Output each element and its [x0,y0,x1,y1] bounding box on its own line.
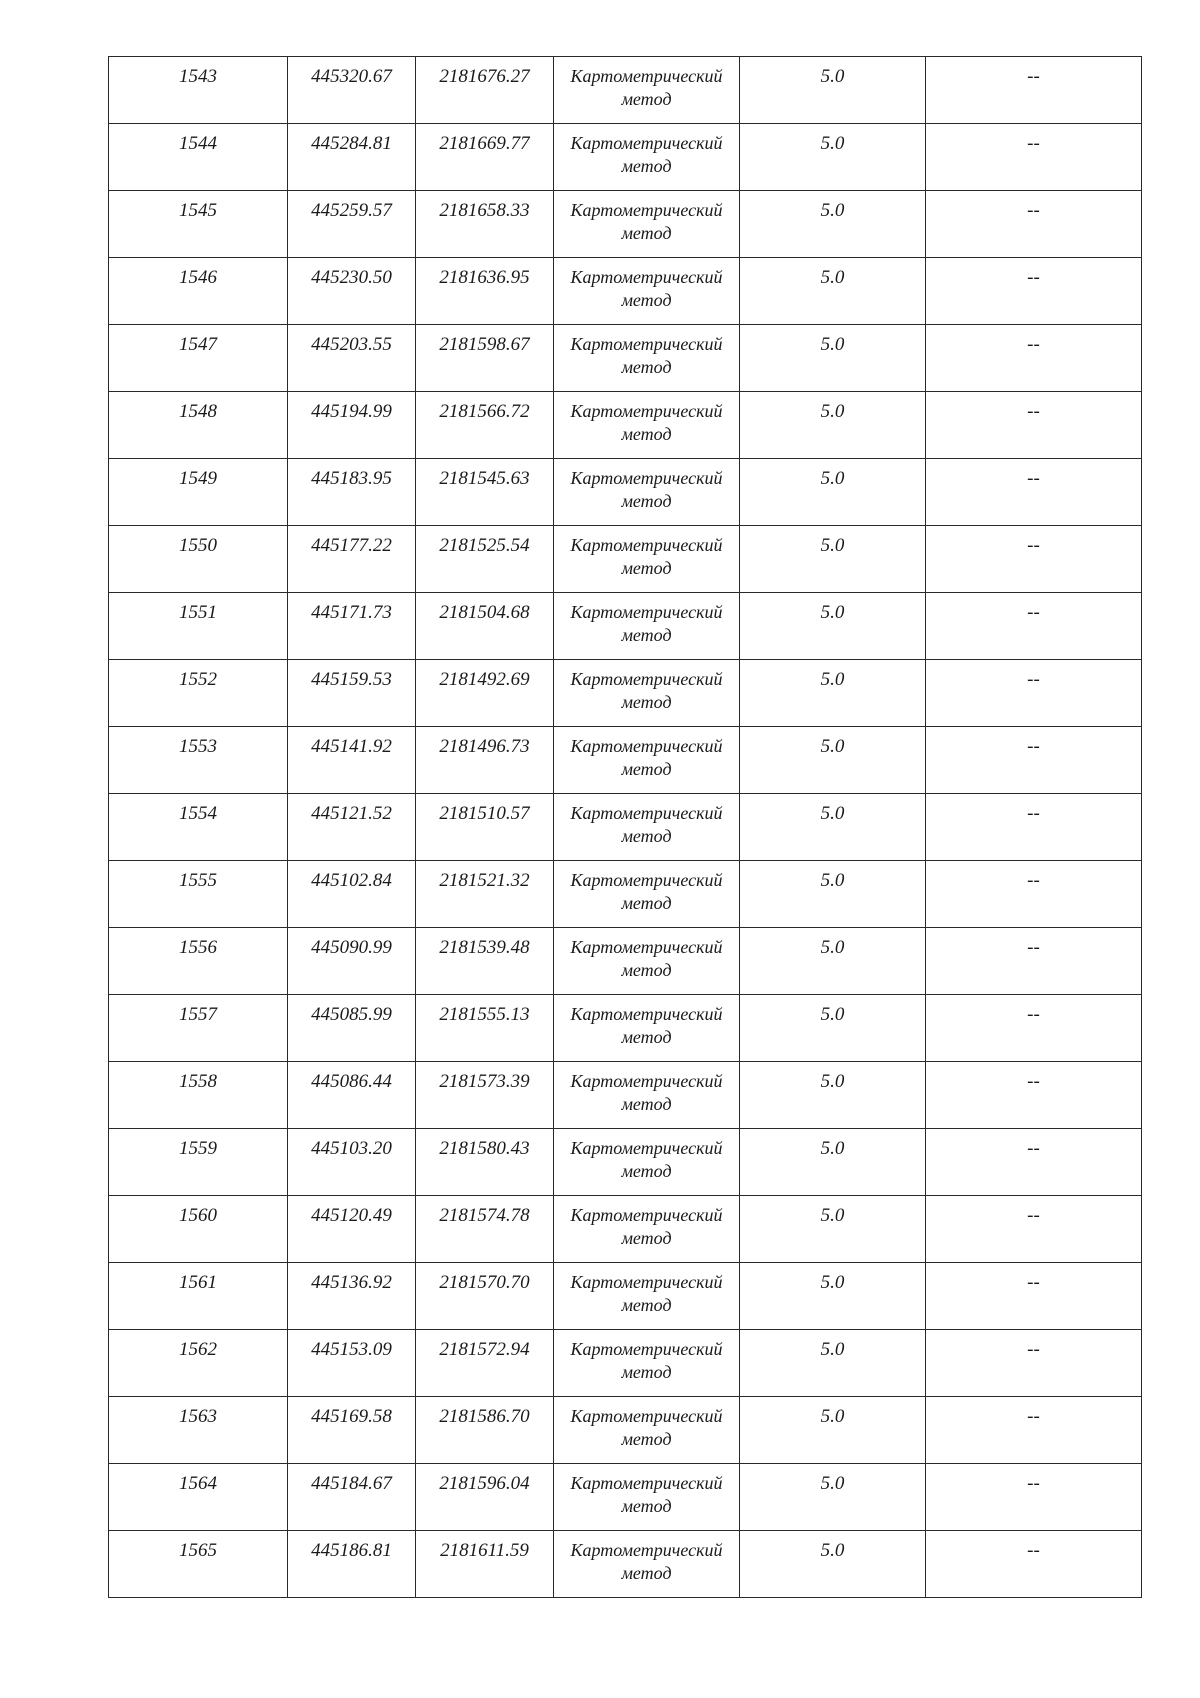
accuracy-cell: 5.0 [740,861,926,928]
method-cell [554,1129,740,1196]
method-text-line-2: метод [621,1496,672,1516]
note-cell: -- [926,124,1142,191]
x-coordinate-cell: 445090.99 [288,928,416,995]
x-coordinate-cell: 445159.53 [288,660,416,727]
table-row [109,1531,1142,1598]
y-coordinate-cell: 2181611.59 [416,1531,554,1598]
table-row [109,258,1142,325]
note-cell: -- [926,191,1142,258]
method-cell [554,392,740,459]
method-text-line-2: метод [621,89,672,109]
method-text-line-2: метод [621,1161,672,1181]
x-coordinate-cell: 445230.50 [288,258,416,325]
point-number-cell: 1550 [109,526,288,593]
table-row [109,861,1142,928]
method-text-line-1: Картометрический [570,1473,723,1493]
table-row [109,1263,1142,1330]
method-cell [554,1330,740,1397]
method-text-line-1: Картометрический [570,669,723,689]
y-coordinate-cell: 2181572.94 [416,1330,554,1397]
point-number-cell: 1565 [109,1531,288,1598]
x-coordinate-cell: 445086.44 [288,1062,416,1129]
method-text-line-2: метод [621,759,672,779]
x-coordinate-cell: 445085.99 [288,995,416,1062]
point-number-cell: 1562 [109,1330,288,1397]
method-text-line-2: метод [621,357,672,377]
y-coordinate-cell: 2181555.13 [416,995,554,1062]
note-cell: -- [926,1196,1142,1263]
x-coordinate-cell: 445259.57 [288,191,416,258]
y-coordinate-cell: 2181521.32 [416,861,554,928]
point-number-cell: 1546 [109,258,288,325]
method-text-line-2: метод [621,1027,672,1047]
method-cell [554,660,740,727]
point-number-cell: 1545 [109,191,288,258]
point-number-cell: 1552 [109,660,288,727]
table-row [109,928,1142,995]
method-text-line-1: Картометрический [570,1205,723,1225]
accuracy-cell: 5.0 [740,995,926,1062]
method-cell [554,861,740,928]
point-number-cell: 1558 [109,1062,288,1129]
method-text-line-1: Картометрический [570,937,723,957]
table-row [109,1464,1142,1531]
y-coordinate-cell: 2181580.43 [416,1129,554,1196]
x-coordinate-cell: 445320.67 [288,57,416,124]
method-text-line-2: метод [621,1094,672,1114]
method-text-line-1: Картометрический [570,468,723,488]
table-row [109,191,1142,258]
x-coordinate-cell: 445141.92 [288,727,416,794]
method-cell [554,1397,740,1464]
method-text-line-2: метод [621,960,672,980]
y-coordinate-cell: 2181496.73 [416,727,554,794]
method-cell [554,727,740,794]
method-text-line-1: Картометрический [570,133,723,153]
method-cell [554,928,740,995]
x-coordinate-cell: 445121.52 [288,794,416,861]
method-text-line-1: Картометрический [570,1071,723,1091]
point-number-cell: 1544 [109,124,288,191]
table-row [109,593,1142,660]
y-coordinate-cell: 2181676.27 [416,57,554,124]
accuracy-cell: 5.0 [740,1531,926,1598]
method-text-line-2: метод [621,625,672,645]
accuracy-cell: 5.0 [740,258,926,325]
method-text-line-2: метод [621,893,672,913]
table-row [109,124,1142,191]
method-text-line-2: метод [621,558,672,578]
method-cell [554,1464,740,1531]
method-text-line-1: Картометрический [570,1540,723,1560]
table-row [109,1397,1142,1464]
point-number-cell: 1561 [109,1263,288,1330]
x-coordinate-cell: 445153.09 [288,1330,416,1397]
y-coordinate-cell: 2181504.68 [416,593,554,660]
y-coordinate-cell: 2181570.70 [416,1263,554,1330]
note-cell: -- [926,1531,1142,1598]
method-text-line-1: Картометрический [570,334,723,354]
point-number-cell: 1560 [109,1196,288,1263]
point-number-cell: 1559 [109,1129,288,1196]
point-number-cell: 1547 [109,325,288,392]
note-cell: -- [926,459,1142,526]
x-coordinate-cell: 445183.95 [288,459,416,526]
method-text-line-1: Картометрический [570,803,723,823]
method-cell [554,57,740,124]
method-text-line-2: метод [621,156,672,176]
table-row [109,1129,1142,1196]
note-cell: -- [926,593,1142,660]
y-coordinate-cell: 2181566.72 [416,392,554,459]
method-cell [554,794,740,861]
note-cell: -- [926,526,1142,593]
point-number-cell: 1555 [109,861,288,928]
accuracy-cell: 5.0 [740,660,926,727]
method-text-line-1: Картометрический [570,736,723,756]
method-text-line-2: метод [621,491,672,511]
method-cell [554,593,740,660]
point-number-cell: 1556 [109,928,288,995]
method-text-line-1: Картометрический [570,401,723,421]
method-text-line-1: Картометрический [570,535,723,555]
method-cell [554,1531,740,1598]
method-text-line-2: метод [621,1228,672,1248]
method-cell [554,1062,740,1129]
method-text-line-2: метод [621,424,672,444]
x-coordinate-cell: 445177.22 [288,526,416,593]
accuracy-cell: 5.0 [740,727,926,794]
method-cell [554,258,740,325]
accuracy-cell: 5.0 [740,1330,926,1397]
accuracy-cell: 5.0 [740,1263,926,1330]
accuracy-cell: 5.0 [740,1464,926,1531]
y-coordinate-cell: 2181636.95 [416,258,554,325]
point-number-cell: 1554 [109,794,288,861]
method-text-line-1: Картометрический [570,66,723,86]
accuracy-cell: 5.0 [740,1062,926,1129]
method-cell [554,325,740,392]
note-cell: -- [926,660,1142,727]
note-cell: -- [926,1330,1142,1397]
y-coordinate-cell: 2181545.63 [416,459,554,526]
accuracy-cell: 5.0 [740,593,926,660]
y-coordinate-cell: 2181598.67 [416,325,554,392]
method-text-line-1: Картометрический [570,1406,723,1426]
x-coordinate-cell: 445184.67 [288,1464,416,1531]
method-cell [554,191,740,258]
y-coordinate-cell: 2181658.33 [416,191,554,258]
x-coordinate-cell: 445284.81 [288,124,416,191]
accuracy-cell: 5.0 [740,1196,926,1263]
table-row [109,660,1142,727]
y-coordinate-cell: 2181539.48 [416,928,554,995]
accuracy-cell: 5.0 [740,191,926,258]
point-number-cell: 1543 [109,57,288,124]
table-row [109,995,1142,1062]
table-row [109,1196,1142,1263]
x-coordinate-cell: 445120.49 [288,1196,416,1263]
y-coordinate-cell: 2181492.69 [416,660,554,727]
method-cell [554,1263,740,1330]
note-cell: -- [926,325,1142,392]
x-coordinate-cell: 445136.92 [288,1263,416,1330]
point-number-cell: 1557 [109,995,288,1062]
x-coordinate-cell: 445169.58 [288,1397,416,1464]
point-number-cell: 1553 [109,727,288,794]
method-text-line-2: метод [621,1295,672,1315]
method-text-line-1: Картометрический [570,1272,723,1292]
table-row [109,1062,1142,1129]
method-cell [554,526,740,593]
note-cell: -- [926,861,1142,928]
method-text-line-1: Картометрический [570,1004,723,1024]
method-text-line-2: метод [621,1362,672,1382]
y-coordinate-cell: 2181573.39 [416,1062,554,1129]
note-cell: -- [926,928,1142,995]
table-row [109,392,1142,459]
note-cell: -- [926,1397,1142,1464]
method-cell [554,1196,740,1263]
method-text-line-2: метод [621,290,672,310]
accuracy-cell: 5.0 [740,794,926,861]
method-cell [554,459,740,526]
y-coordinate-cell: 2181586.70 [416,1397,554,1464]
method-text-line-2: метод [621,826,672,846]
method-text-line-1: Картометрический [570,1138,723,1158]
method-text-line-1: Картометрический [570,1339,723,1359]
note-cell: -- [926,995,1142,1062]
point-number-cell: 1548 [109,392,288,459]
table-row [109,459,1142,526]
method-cell [554,124,740,191]
x-coordinate-cell: 445103.20 [288,1129,416,1196]
accuracy-cell: 5.0 [740,57,926,124]
point-number-cell: 1564 [109,1464,288,1531]
method-cell [554,995,740,1062]
y-coordinate-cell: 2181596.04 [416,1464,554,1531]
y-coordinate-cell: 2181574.78 [416,1196,554,1263]
method-text-line-2: метод [621,692,672,712]
method-text-line-2: метод [621,1563,672,1583]
table-row [109,526,1142,593]
table-row [109,794,1142,861]
point-number-cell: 1549 [109,459,288,526]
note-cell: -- [926,1062,1142,1129]
accuracy-cell: 5.0 [740,459,926,526]
accuracy-cell: 5.0 [740,1397,926,1464]
note-cell: -- [926,392,1142,459]
method-text-line-1: Картометрический [570,200,723,220]
note-cell: -- [926,727,1142,794]
table-row [109,57,1142,124]
accuracy-cell: 5.0 [740,928,926,995]
note-cell: -- [926,1464,1142,1531]
x-coordinate-cell: 445186.81 [288,1531,416,1598]
note-cell: -- [926,258,1142,325]
accuracy-cell: 5.0 [740,1129,926,1196]
y-coordinate-cell: 2181525.54 [416,526,554,593]
method-text-line-1: Картометрический [570,267,723,287]
accuracy-cell: 5.0 [740,325,926,392]
x-coordinate-cell: 445171.73 [288,593,416,660]
method-text-line-1: Картометрический [570,602,723,622]
note-cell: -- [926,794,1142,861]
point-number-cell: 1563 [109,1397,288,1464]
note-cell: -- [926,1129,1142,1196]
y-coordinate-cell: 2181510.57 [416,794,554,861]
accuracy-cell: 5.0 [740,124,926,191]
method-text-line-2: метод [621,1429,672,1449]
table-row [109,1330,1142,1397]
x-coordinate-cell: 445194.99 [288,392,416,459]
x-coordinate-cell: 445203.55 [288,325,416,392]
method-text-line-2: метод [621,223,672,243]
method-text-line-1: Картометрический [570,870,723,890]
point-number-cell: 1551 [109,593,288,660]
coordinates-table-body [109,57,1142,1598]
table-row [109,727,1142,794]
y-coordinate-cell: 2181669.77 [416,124,554,191]
coordinates-table [108,56,1142,1598]
note-cell: -- [926,1263,1142,1330]
x-coordinate-cell: 445102.84 [288,861,416,928]
accuracy-cell: 5.0 [740,392,926,459]
table-row [109,325,1142,392]
note-cell: -- [926,57,1142,124]
accuracy-cell: 5.0 [740,526,926,593]
